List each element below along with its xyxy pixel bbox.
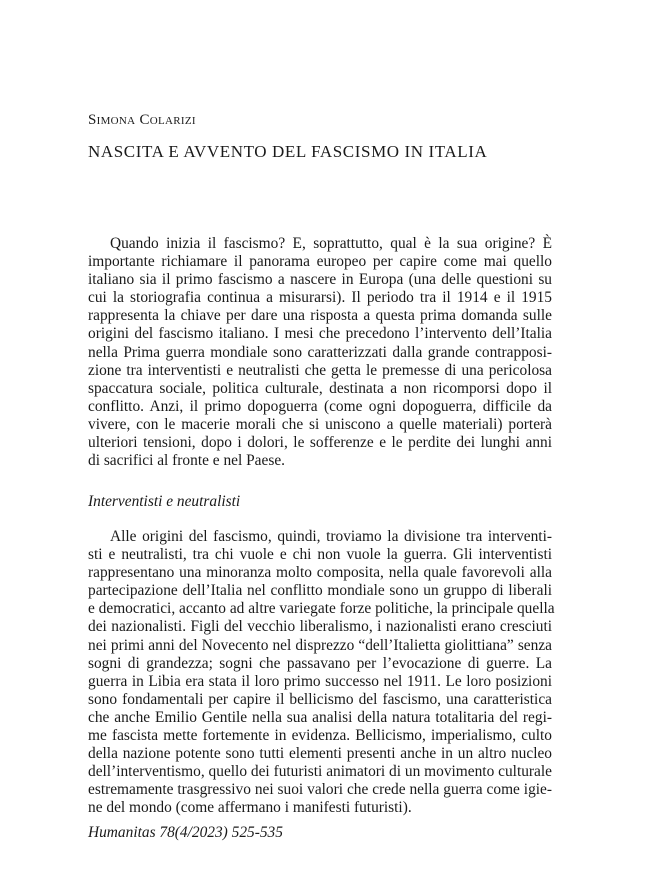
journal-citation: Humanitas 78(4/2023) 525-535	[88, 824, 283, 841]
text-line: dei nazionalisti. Figli del vecchio liberalismo, i nazionalisti erano cresciuti	[88, 618, 552, 636]
text-line: Quando inizia il fascismo? E, soprattutto, qual è la sua origine? È	[110, 235, 552, 252]
text-line: origini del fascismo italiano. I mesi che precedono l’intervento dell’Italia	[88, 325, 552, 343]
text-line: spaccatura sociale, politica culturale, destinata a non ricomporsi dopo il	[88, 379, 552, 397]
body-paragraph-1	[88, 235, 552, 470]
text-line: guerra in Libia era stata il loro primo successo nel 1911. Le loro posizioni	[88, 672, 552, 690]
section-heading: Interventisti e neutralisti	[88, 493, 241, 510]
text-line: dell’interventismo, quello dei futuristi animatori di un movimento culturale	[88, 763, 552, 781]
text-line: nei primi anni del Novecento nel disprezzo “dell’Italietta giolittiana” senza	[88, 636, 552, 654]
text-line: conflitto. Anzi, il primo dopoguerra (come ogni dopoguerra, difficile da	[88, 397, 552, 415]
text-line: sono fondamentali per capire il bellicismo del fascismo, una caratteristica	[88, 690, 552, 708]
body-paragraph-2	[88, 528, 555, 818]
text-line: della nazione potente sono tutti elementi presenti anche in un altro nucleo	[88, 745, 552, 763]
text-line: che anche Emilio Gentile nella sua analisi della natura totalitaria del regi-	[88, 708, 552, 726]
text-line: nella Prima guerra mondiale sono caratterizzati dalla grande contrapposi-	[88, 343, 552, 361]
text-line: Alle origini del fascismo, quindi, troviamo la divisione tra interventi-	[110, 528, 552, 545]
text-line: e democratici, accanto ad altre variegate forze politiche, la principale quella	[88, 600, 555, 618]
text-line: partecipazione dell’Italia nel conflitto mondiale sono un gruppo di liberali	[88, 582, 552, 600]
text-line: ulteriori tensioni, dopo i dolori, le sofferenze e le perdite dei lunghi anni	[88, 434, 552, 452]
text-line: zione tra interventisti e neutralisti che getta le premesse di una pericolosa	[88, 361, 552, 379]
article-title: NASCITA E AVVENTO DEL FASCISMO IN ITALIA	[88, 142, 488, 161]
text-line: di sacrifici al fronte e nel Paese.	[88, 452, 285, 470]
text-line: cui la storiografia continua a misurarsi). Il periodo tra il 1914 e il 1915	[88, 289, 552, 307]
text-line: estremamente trasgressivo nei suoi valori che crede nella guerra come igie-	[88, 781, 552, 799]
text-line: me fascista mette fortemente in evidenza. Bellicismo, imperialismo, culto	[88, 727, 552, 745]
article-page	[88, 0, 555, 893]
text-line: sti e neutralisti, tra chi vuole e chi non vuole la guerra. Gli interventisti	[88, 546, 552, 564]
text-line: ne del mondo (come affermano i manifesti futuristi).	[88, 799, 412, 817]
text-line: importante richiamare il panorama europeo per capire come mai quello	[88, 253, 552, 271]
text-line: rappresentano una minoranza molto composita, nella quale favorevoli alla	[88, 564, 552, 582]
text-line: vivere, con le macerie morali che si uniscono a quelle materiali) porterà	[88, 415, 552, 433]
text-line: italiano sia il primo fascismo a nascere in Europa (una delle questioni su	[88, 271, 552, 289]
text-line: sogni di grandezza; sogni che passavano per l’evocazione di guerre. La	[88, 654, 552, 672]
text-line: rappresenta la chiave per dare una risposta a questa prima domanda sulle	[88, 307, 552, 325]
author-name: Simona Colarizi	[88, 112, 196, 128]
